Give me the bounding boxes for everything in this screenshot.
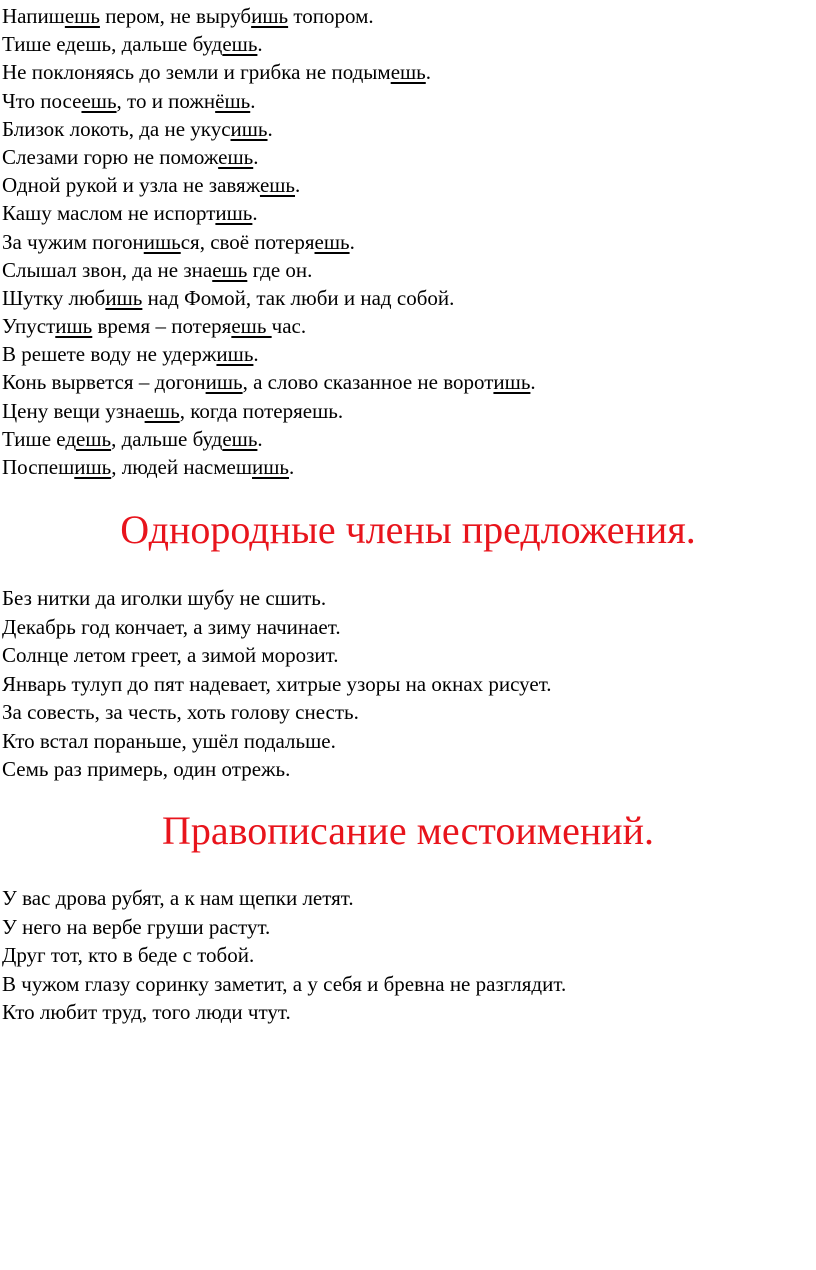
line-text: Цену вещи узна [2, 398, 145, 423]
proverb-line [2, 143, 812, 171]
proverb-line [2, 228, 812, 256]
heading-homogeneous-members: Однородные члены предложения. [120, 507, 696, 552]
line-text: где он. [247, 257, 313, 282]
underlined-ending: ешь [390, 60, 426, 85]
underlined-ending: ешь [144, 398, 180, 423]
line-text: В решете воду не удерж [2, 342, 217, 367]
proverb-line: Солнце летом греет, а зимой морозит. [2, 643, 339, 667]
underlined-ending: ишь [215, 201, 253, 226]
proverb-line [2, 58, 812, 86]
line-text: пером, не выруб [99, 4, 252, 28]
underlined-ending: ишь [252, 455, 290, 479]
line-text: , а слово сказанное не ворот [242, 370, 494, 395]
line-text: , людей насмеш [111, 455, 253, 479]
line-text: . [253, 144, 259, 169]
line-text: Конь вырвется – догон [2, 370, 206, 395]
proverb-line: У него на вербе груши растут. [2, 914, 271, 939]
underlined-ending: ишь [143, 229, 181, 254]
underlined-ending: ишь [251, 4, 289, 28]
underlined-ending: ишь [230, 116, 268, 141]
proverb-line: Друг тот, кто в беде с тобой. [2, 943, 255, 967]
line-text: Упуст [2, 314, 56, 339]
line-text: Слышал звон, да не зна [2, 257, 213, 282]
line-text: . [349, 229, 355, 254]
line-text: Напиш [2, 4, 65, 28]
proverb-line: Семь раз примерь, один отрежь. [2, 757, 291, 781]
underlined-ending: ешь [231, 314, 272, 339]
proverb-line [2, 199, 812, 227]
proverb-line [2, 30, 812, 58]
line-text: , дальше буд [111, 426, 223, 451]
underlined-ending: ишь [74, 455, 112, 479]
proverb-line [2, 115, 812, 143]
underlined-ending: ишь [55, 314, 93, 339]
underlined-ending: ишь [216, 342, 254, 367]
underlined-ending: ишь [105, 285, 143, 310]
underlined-ending: ёшь [215, 88, 251, 113]
proverb-line [2, 171, 812, 199]
proverb-line [2, 340, 812, 368]
line-text: над Фомой, так люби и над собой. [142, 285, 455, 310]
proverb-line: Кто встал пораньше, ушёл подальше. [2, 728, 336, 753]
line-text: За чужим погон [2, 229, 144, 254]
line-text: Что посе [2, 88, 82, 113]
proverb-line [2, 2, 812, 30]
heading-pronoun-spelling: Правописание местоимений. [161, 808, 655, 853]
line-text: час. [271, 314, 307, 339]
proverb-line: За совесть, за честь, хоть голову снесть. [2, 700, 359, 724]
line-text: ся, своё потеря [180, 229, 315, 254]
proverb-line [2, 87, 812, 115]
line-text: . [252, 201, 258, 226]
line-text: Не поклоняясь до земли и грибка не подым [2, 60, 391, 85]
line-text: , то и пожн [116, 88, 216, 113]
line-text: Одной рукой и узла не завяж [2, 173, 260, 198]
underlined-ending: ешь [259, 173, 296, 198]
proverb-line [2, 256, 812, 284]
proverb-line [2, 284, 812, 312]
line-text: . [295, 173, 301, 198]
underlined-ending: ешь [81, 88, 117, 113]
line-text: . [253, 342, 259, 367]
line-text: Близок локоть, да не укус [2, 116, 231, 141]
underlined-ending: ешь [64, 4, 100, 28]
line-text: . [289, 455, 295, 479]
underlined-ending: ишь [493, 370, 531, 395]
line-text: Тише ед [2, 426, 77, 451]
line-text: Тише едешь, дальше буд [2, 32, 223, 57]
line-text: топором. [288, 4, 374, 28]
line-text: , когда потеряешь. [179, 398, 344, 423]
line-text: . [250, 88, 256, 113]
underlined-ending: ешь [222, 32, 258, 57]
proverbs-homogeneous-members [2, 584, 812, 784]
line-text: . [257, 426, 263, 451]
proverb-line [2, 312, 812, 340]
proverb-line: Декабрь год кончает, а зиму начинает. [2, 614, 341, 639]
line-text: Шутку люб [2, 285, 106, 310]
proverb-line [2, 425, 812, 453]
proverb-line: В чужом глазу соринку заметит, а у себя и бревна не разглядит. [2, 971, 567, 996]
proverb-line: Без нитки да иголки шубу не сшить. [2, 586, 327, 610]
proverb-line [2, 397, 812, 425]
underlined-ending: ешь [314, 229, 350, 254]
proverbs-pronouns [2, 884, 812, 1027]
line-text: Кашу маслом не испорт [2, 201, 216, 226]
line-text: время – потеря [92, 314, 232, 339]
proverb-line: Январь тулуп до пят надевает, хитрые узоры на окнах рисует. [2, 671, 552, 696]
proverb-line [2, 453, 812, 481]
underlined-ending: ешь [76, 426, 112, 451]
line-text: . [425, 60, 432, 85]
proverb-line: Кто любит труд, того люди чтут. [2, 1000, 291, 1024]
underlined-ending: ешь [212, 257, 248, 282]
proverb-line [2, 368, 812, 396]
line-text: . [257, 32, 263, 57]
line-text: Поспеш [2, 455, 75, 479]
underlined-ending: ешь [218, 144, 254, 169]
line-text: Слезами горю не помож [2, 144, 219, 169]
line-text: . [530, 370, 536, 395]
underlined-ending: ишь [205, 370, 243, 395]
line-text: . [267, 116, 273, 141]
proverb-line: У вас дрова рубят, а к нам щепки летят. [2, 886, 354, 910]
proverbs-verb-endings [2, 2, 812, 481]
underlined-ending: ешь [222, 426, 258, 451]
